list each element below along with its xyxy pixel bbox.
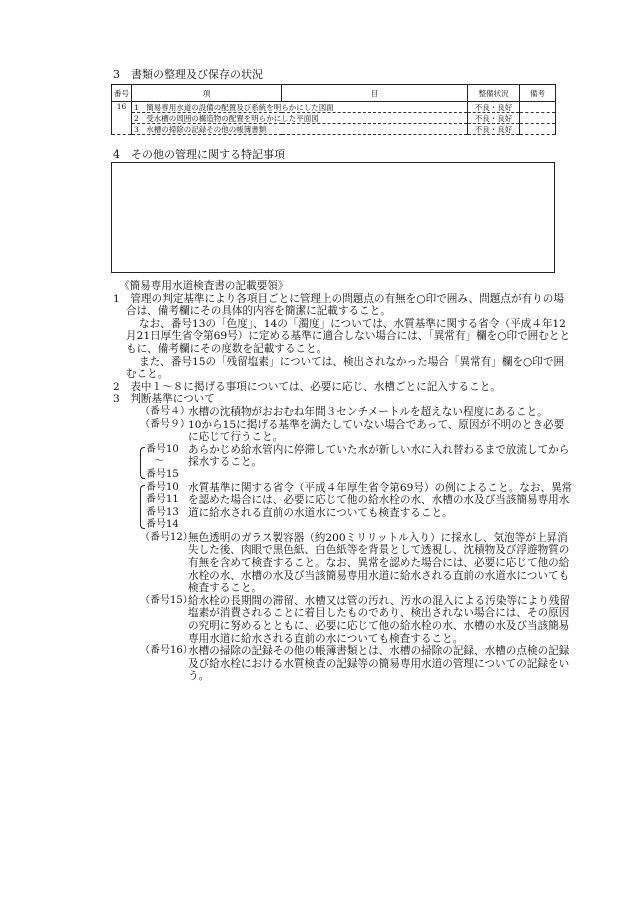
criterion-bracket-label: 番号10 番号11 番号13 番号14: [140, 482, 188, 532]
criterion-label: （番号16）: [140, 645, 193, 657]
row-status: 不良・良好: [468, 102, 520, 113]
row-status: 不良・良好: [468, 124, 520, 135]
note-1: 1 管理の判定基準により各項目ごとに管理上の問題点の有無を○印で囲み、問題点が有りの場合は、備考欄にその具体的内容を簡潔に記載すること。: [113, 292, 564, 318]
criterion-label: （番号４）: [140, 405, 190, 417]
section-3-heading: 3 書類の整理及び保存の状況: [113, 68, 263, 81]
note-2: 2 表中１～８に掲げる事項については、必要に応じ、水槽ごとに記入すること。: [113, 380, 501, 393]
row-remarks: [520, 102, 556, 113]
header-item-b: 目: [282, 85, 468, 102]
note-1a: なお、番号13の「色度」、14の「濁度」については、水質基準に関する省令（平成４年12月21日厚生省令第69号）に定める基準に適合しない場合には、「異常有」欄を○印で囲むとともに、備考欄にその度数を記載すること。: [126, 317, 571, 355]
criterion-16: [140, 645, 573, 683]
header-number: 番号: [112, 85, 132, 102]
header-item-a: 項: [132, 85, 282, 102]
criterion-bracket-label: 番号10 ～ 番号15: [140, 444, 188, 482]
header-remarks: 備考: [520, 85, 556, 102]
header-status: 整備状況: [468, 85, 520, 102]
row-remarks: [520, 124, 556, 135]
criterion-label: （番号９）: [140, 418, 190, 430]
note-1b: また、番号15の「残留塩素」については、検出されなかった場合「異常有」欄を○印で囲むこと。: [126, 355, 565, 381]
criterion-label: （番号12）: [140, 531, 193, 543]
criterion-text: 水槽の沈積物がおおむね年間３センチメートルを超えない程度にあること。: [188, 405, 548, 418]
note-3: 3 判断基準について: [113, 393, 215, 406]
criterion-10-15: [140, 444, 573, 482]
row-item: 1 簡易専用水道の設備の配置及び系統を明らかにした図面: [132, 102, 468, 113]
criterion-text: 給水栓の長期間の滞留、水槽又は管の汚れ、汚水の混入による汚染等により残留塩素が消費されることに着目したものであり、検出されない場合には、その原因の究明に努めるとともに、必要に応じて他の給水栓の水、水槽の水及び当該簡易専用水道に給水される直前の水についても検査すること。: [188, 594, 571, 645]
criterion-text: 水槽の掃除の記録その他の帳簿書類とは、水槽の掃除の記録、水槽の点検の記録及び給水栓における水質検査の記録等の簡易専用水道の管理についての記録をいう。: [188, 645, 570, 683]
row-item: 2 受水槽の周囲の構造物の配置を明らかにした平面図: [132, 113, 468, 124]
records-table: [111, 84, 556, 135]
criteria-list: [113, 406, 573, 683]
criterion-label: （番号15）: [140, 594, 193, 606]
instructions: [113, 280, 573, 683]
section-4-heading: 4 その他の管理に関する特記事項: [113, 148, 285, 161]
table-row: [112, 113, 556, 124]
table-header-row: [112, 85, 556, 102]
row-number: 16: [112, 102, 132, 135]
criterion-4: [140, 406, 573, 419]
table-row: [112, 102, 556, 113]
special-notes-box: [111, 162, 555, 273]
row-status: 不良・良好: [468, 113, 520, 124]
criterion-text: 10から15に掲げる基準を満たしていない場合であって、原因が不明のとき必要に応じて行うこと。: [188, 418, 565, 444]
criterion-text: 水質基準に関する省令（平成４年厚生省令第69号）の例によること。なお、異常を認めた場合には、必要に応じて他の給水栓の水、水槽の水及び当該簡易専用水道に給水される直前の水道水についても検査すること。: [188, 481, 573, 519]
criterion-9: [140, 419, 573, 444]
criterion-text: 無色透明のガラス製容器（約200ミリリットル入り）に採水し、気泡等が上昇消失した後、肉眼で黒色紙、白色紙等を背景として透視し、沈積物及び浮遊物質の有無を含めて検査すること。なお、異常を認めた場合には、必要に応じて他の給水栓の水、水槽の水及び当該簡易専用水道に給水される直前の水道水についても検査すること。: [188, 531, 570, 595]
criterion-text: あらかじめ給水管内に停滞していた水が新しい水に入れ替わるまで放流してから採水すること。: [188, 443, 570, 469]
instructions-title: 《簡易専用水道検査書の記載要領》: [119, 280, 289, 292]
row-remarks: [520, 113, 556, 124]
criterion-10-11-13-14: [140, 482, 573, 532]
criterion-12: [140, 532, 573, 595]
row-item: 3 水槽の掃除の記録その他の帳簿書類: [132, 124, 468, 135]
table-row: [112, 124, 556, 135]
criterion-15: [140, 595, 573, 645]
